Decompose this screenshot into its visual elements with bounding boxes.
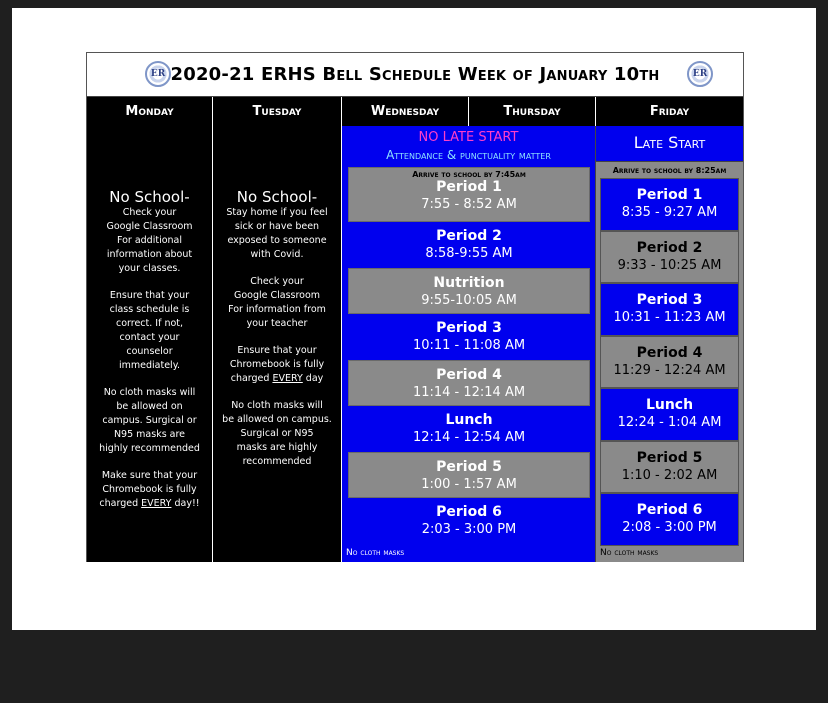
- block-name: Nutrition: [433, 275, 505, 291]
- schedule-block: [348, 268, 590, 314]
- block-time: 2:03 - 3:00 PM: [421, 522, 517, 537]
- tuesday-line: Check your: [250, 276, 304, 287]
- monday-line: contact your: [119, 332, 180, 343]
- block-name: Period 5: [636, 450, 703, 466]
- monday-line: immediately.: [119, 360, 180, 371]
- monday-line: be allowed on: [116, 401, 183, 412]
- block-time: 12:24 - 1:04 AM: [617, 415, 722, 430]
- tuesday-line: [217, 372, 337, 386]
- wednesday-thursday-column: [342, 126, 596, 562]
- logo-text: ER: [692, 69, 708, 79]
- schedule-block: [348, 498, 590, 544]
- block-name: Period 4: [636, 345, 703, 361]
- block-name: Period 5: [436, 459, 502, 475]
- day-monday: Monday: [87, 97, 213, 126]
- monday-line: [91, 497, 208, 511]
- schedule-block: [600, 336, 739, 388]
- day-tuesday: Tuesday: [213, 97, 342, 126]
- schedule-block: [348, 167, 590, 222]
- text-fragment: day: [302, 373, 324, 384]
- block-time: 2:08 - 3:00 PM: [622, 520, 717, 535]
- block-time: 10:11 - 11:08 AM: [412, 338, 526, 353]
- block-time: 12:14 - 12:54 AM: [412, 430, 526, 445]
- school-logo-icon: [145, 61, 171, 87]
- underlined-text: EVERY: [272, 373, 303, 384]
- arrive-time-note: Arrive to school by 8:25am: [612, 166, 727, 175]
- text-fragment: charged: [99, 498, 142, 509]
- schedule-block: [348, 222, 590, 268]
- monday-line: correct. If not,: [115, 318, 184, 329]
- monday-line: For additional: [116, 235, 183, 246]
- tuesday-notice: [213, 188, 341, 469]
- block-time: 9:55-10:05 AM: [421, 293, 517, 308]
- tuesday-line: Surgical or N95: [240, 428, 314, 439]
- monday-line: Make sure that your: [101, 470, 198, 481]
- monday-heading: No School-: [109, 188, 190, 206]
- day-wednesday: Wednesday: [342, 97, 469, 126]
- block-time: 7:55 - 8:52 AM: [421, 197, 517, 212]
- title-row: [87, 53, 743, 97]
- schedule-block: [348, 406, 590, 452]
- monday-line: Google Classroom: [106, 221, 193, 232]
- monday-line: counselor: [126, 346, 173, 357]
- monday-line: Ensure that your: [109, 290, 190, 301]
- day-thursday: Thursday: [469, 97, 596, 126]
- monday-line: Chromebook is fully: [102, 484, 197, 495]
- block-name: Period 6: [436, 504, 502, 520]
- tuesday-line: sick or have been: [234, 221, 320, 232]
- schedule-block: [600, 178, 739, 231]
- logo-text: ER: [150, 69, 166, 79]
- block-name: Period 2: [636, 240, 703, 256]
- tuesday-line: recommended: [242, 456, 312, 467]
- schedule-block: [600, 283, 739, 336]
- schedule-block: [600, 388, 739, 441]
- schedule-block: [348, 360, 590, 406]
- tuesday-line: For information from: [228, 304, 326, 315]
- page-title: 2020-21 ERHS Bell Schedule Week of January 10th: [170, 64, 660, 85]
- monday-column: [87, 126, 213, 562]
- monday-line: No cloth masks will: [103, 387, 196, 398]
- monday-line: highly recommended: [99, 443, 200, 454]
- monday-line: Check your: [122, 207, 177, 218]
- text-fragment: charged: [230, 373, 273, 384]
- monday-line: your classes.: [118, 263, 181, 274]
- block-time: 1:10 - 2:02 AM: [621, 468, 718, 483]
- monday-line: N95 masks are: [113, 429, 186, 440]
- block-time: 11:29 - 12:24 AM: [613, 363, 726, 378]
- schedule-block: [600, 441, 739, 493]
- block-name: Period 4: [436, 367, 502, 383]
- tuesday-line: Google Classroom: [233, 290, 321, 301]
- monday-line: campus. Surgical or: [102, 415, 197, 426]
- block-name: Period 3: [636, 292, 703, 308]
- tuesday-line: Chromebook is fully: [229, 359, 325, 370]
- block-time: 8:35 - 9:27 AM: [621, 205, 718, 220]
- tuesday-line: masks are highly: [236, 442, 318, 453]
- tuesday-line: exposed to someone: [227, 235, 327, 246]
- block-time: 11:14 - 12:14 AM: [412, 385, 526, 400]
- underlined-text: EVERY: [141, 498, 172, 509]
- footnote: No cloth masks: [600, 548, 659, 558]
- schedule-sheet: [86, 52, 744, 562]
- day-header-row: [87, 97, 743, 126]
- block-name: Period 1: [436, 179, 502, 195]
- schedule-block: [348, 314, 590, 360]
- day-friday: Friday: [649, 104, 690, 119]
- tuesday-line: No cloth masks will: [231, 400, 323, 411]
- schedule-block: [600, 231, 739, 283]
- block-time: 1:00 - 1:57 AM: [421, 477, 517, 492]
- tuesday-line: Ensure that your: [237, 345, 317, 356]
- block-name: Period 6: [636, 502, 703, 518]
- top-bar: [0, 0, 828, 8]
- no-late-start-banner: NO LATE START: [418, 130, 519, 145]
- page: [12, 8, 816, 630]
- text-fragment: day!!: [171, 498, 200, 509]
- school-logo-icon: [687, 61, 713, 87]
- block-name: Lunch: [445, 412, 493, 428]
- friday-column: [596, 126, 743, 562]
- monday-line: information about: [106, 249, 193, 260]
- block-time: 10:31 - 11:23 AM: [613, 310, 726, 325]
- block-name: Period 3: [436, 320, 502, 336]
- monday-notice: [87, 188, 212, 511]
- footnote: No cloth masks: [346, 548, 405, 558]
- block-time: 9:33 - 10:25 AM: [617, 258, 722, 273]
- block-time: 8:58-9:55 AM: [425, 246, 513, 261]
- block-name: Period 1: [636, 187, 703, 203]
- schedule-block: [600, 493, 739, 546]
- late-start-banner: Late Start: [596, 126, 743, 162]
- tuesday-heading: No School-: [236, 188, 318, 206]
- monday-line: class schedule is: [109, 304, 190, 315]
- block-name: Lunch: [645, 397, 694, 413]
- attendance-banner: Attendance & punctuality matter: [386, 148, 551, 162]
- tuesday-line: be allowed on campus.: [222, 414, 332, 425]
- block-name: Period 2: [436, 228, 502, 244]
- tuesday-line: Stay home if you feel: [226, 207, 328, 218]
- schedule-block: [348, 452, 590, 498]
- arrive-time-note: Arrive to school by 7:45am: [412, 170, 526, 179]
- tuesday-line: your teacher: [246, 318, 308, 329]
- tuesday-line: with Covid.: [250, 249, 304, 260]
- tuesday-column: [213, 126, 342, 562]
